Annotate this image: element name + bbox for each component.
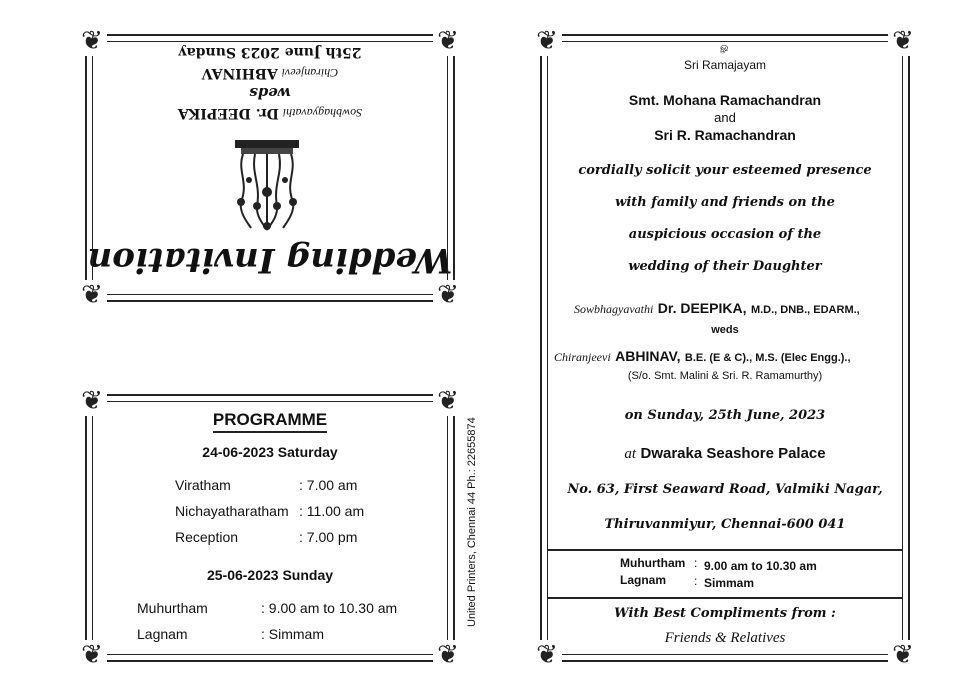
corner-ornament-icon: ❦ [433, 640, 463, 670]
corner-ornament-icon: ❦ [888, 640, 918, 670]
programme-heading-wrap [87, 410, 453, 430]
corner-ornament-icon: ❦ [433, 26, 463, 56]
invite-line-4: wedding of their Daughter [628, 259, 822, 274]
cover-groom-line [87, 65, 453, 82]
day2-event-name: Muhurtham [137, 600, 208, 616]
corner-ornament-icon: ❦ [77, 280, 107, 310]
venue-name: Dwaraka Seashore Palace [640, 445, 826, 462]
day1-event-time: : 11.00 am [299, 503, 365, 519]
programme-day1: 24-06-2023 Saturday [202, 444, 338, 460]
corner-ornament-icon: ❦ [532, 640, 562, 670]
programme-heading: PROGRAMME [213, 410, 327, 433]
cover-weds: weds [249, 84, 291, 102]
chandelier-icon [229, 136, 305, 232]
day1-event-name: Nichayatharatham [175, 503, 289, 519]
lagnam-colon: : [694, 574, 698, 588]
venue-at: at [624, 446, 637, 462]
relatives-line: Friends & Relatives [664, 630, 786, 646]
day1-event-name: Reception [175, 529, 239, 545]
host-father: Sri R. Ramachandran [654, 127, 796, 143]
day1-event-name: Viratham [175, 477, 231, 493]
groom-parents: (S/o. Smt. Malini & Sri. R. Ramamurthy) [627, 370, 823, 382]
compliments-line: With Best Compliments from : [614, 606, 836, 621]
invitation-panel [536, 26, 914, 670]
programme-panel [81, 386, 459, 670]
corner-ornament-icon: ❦ [77, 386, 107, 416]
address-line-2: Thiruvanmiyur, Chennai-600 041 [604, 517, 846, 532]
wedding-date: on Sunday, 25th June, 2023 [624, 408, 826, 423]
muhurtham-label: Muhurtham [620, 556, 686, 570]
cover-date: 25th June 2023 Sunday [178, 44, 362, 60]
muhurtham-value: 9.00 am to 10.30 am [704, 559, 817, 573]
invite-weds: weds [711, 324, 739, 336]
om-symbol: ௐ [720, 42, 730, 53]
address-line-1: No. 63, First Seaward Road, Valmiki Nagar, [567, 482, 883, 497]
corner-ornament-icon: ❦ [532, 26, 562, 56]
cover-rotated-content [87, 36, 453, 300]
cover-bride-prefix: Sowbhagyavathi [282, 106, 363, 120]
cover-bride-name: Dr. DEEPIKA [177, 105, 279, 121]
divider-bottom [548, 597, 902, 599]
groom-qualifications: B.E. (E & C)., M.S. (Elec Engg.)., [684, 352, 851, 364]
groom-line [554, 348, 851, 366]
invite-line-3: auspicious occasion of the [628, 227, 822, 242]
cover-panel [81, 26, 459, 310]
programme-day2: 25-06-2023 Sunday [206, 567, 334, 583]
day1-event-time: : 7.00 pm [299, 529, 358, 545]
cover-title: Wedding Invitation [87, 240, 453, 280]
host-mother: Smt. Mohana Ramachandran [628, 92, 822, 108]
day2-event-name: Lagnam [137, 626, 188, 642]
corner-ornament-icon: ❦ [77, 26, 107, 56]
host-and: and [714, 110, 736, 125]
corner-ornament-icon: ❦ [433, 280, 463, 310]
bride-name: Dr. DEEPIKA, [657, 300, 747, 316]
bride-line [574, 300, 860, 318]
corner-ornament-icon: ❦ [888, 26, 918, 56]
bride-qualifications: M.D., DNB., EDARM., [750, 304, 860, 316]
printer-credit: United Printers, Chennai 44 Ph.: 22655874 [466, 417, 478, 627]
deity-line: Sri Ramajayam [683, 58, 767, 72]
corner-ornament-icon: ❦ [433, 386, 463, 416]
groom-prefix: Chiranjeevi [554, 350, 611, 364]
invite-line-2: with family and friends on the [615, 195, 835, 210]
muhurtham-colon: : [694, 556, 698, 570]
lagnam-label: Lagnam [620, 573, 667, 587]
day2-event-time: : Simmam [261, 626, 324, 642]
corner-ornament-icon: ❦ [77, 640, 107, 670]
cover-bride-line [87, 105, 453, 122]
lagnam-value: Simmam [704, 576, 755, 590]
bride-prefix: Sowbhagyavathi [574, 302, 654, 316]
cover-groom-name: ABHINAV [201, 65, 278, 81]
invite-line-1: cordially solicit your esteemed presence [578, 163, 872, 178]
day1-event-time: : 7.00 am [299, 477, 358, 493]
divider-top [548, 549, 902, 551]
venue-line [542, 445, 908, 463]
groom-name: ABHINAV, [615, 348, 681, 364]
day2-event-time: : 9.00 am to 10.30 am [261, 600, 398, 616]
cover-groom-prefix: Chiranjeevi [281, 66, 339, 80]
